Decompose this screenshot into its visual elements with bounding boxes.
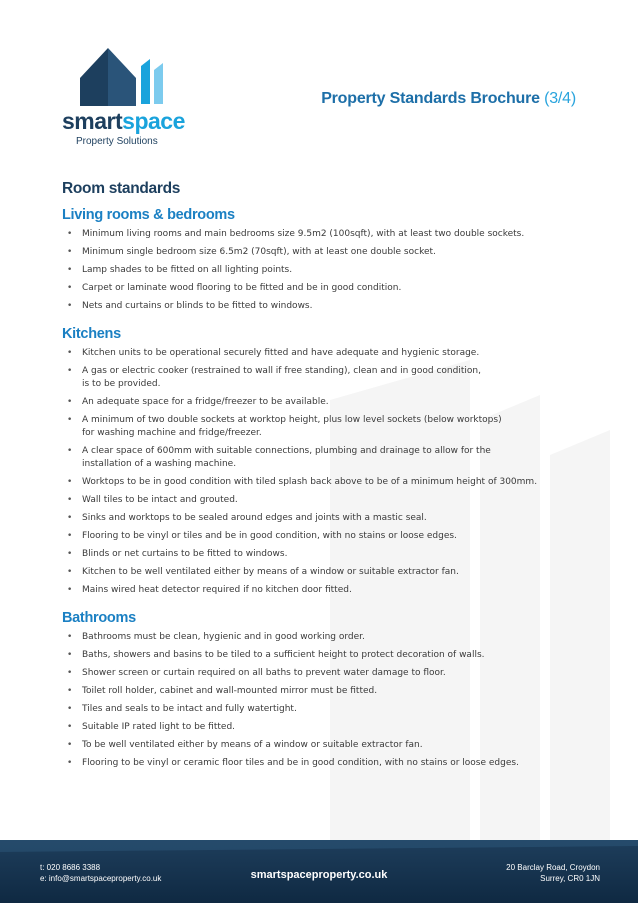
logo-subtitle: Property Solutions xyxy=(76,136,158,147)
list-item: • A gas or electric cooker (restrained to wall if free standing), clean and in good condition, is to be provided. xyxy=(62,365,582,391)
list-item: • To be well ventilated either by means of a window or suitable extractor fan. xyxy=(62,739,582,752)
list-item: • Kitchen to be well ventilated either by means of a window or suitable extractor fan. xyxy=(62,566,582,579)
list-item: • Kitchen units to be operational securely fitted and have adequate and hygienic storage. xyxy=(62,347,582,360)
logo-brand-space: space xyxy=(122,108,185,134)
footer-website[interactable]: smartspaceproperty.co.uk xyxy=(250,869,388,881)
room-standards-heading: Room standards xyxy=(62,180,181,197)
section-kitchens xyxy=(62,326,582,597)
main-content xyxy=(62,180,582,783)
page-title xyxy=(321,90,576,108)
list-item: • Suitable IP rated light to be fitted. xyxy=(62,721,582,734)
footer-address-line1: 20 Barclay Road, Croydon xyxy=(506,863,600,872)
list-item: • Toilet roll holder, cabinet and wall-mounted mirror must be fitted. xyxy=(62,685,582,698)
footer-address-line2: Surrey, CR0 1JN xyxy=(540,874,600,883)
list-item: • Lamp shades to be fitted on all lighting points. xyxy=(62,264,582,277)
list-item: • An adequate space for a fridge/freezer to be available. xyxy=(62,396,582,409)
list-item: • Nets and curtains or blinds to be fitted to windows. xyxy=(62,300,582,313)
list-item: • Minimum single bedroom size 6.5m2 (70sqft), with at least one double socket. xyxy=(62,246,582,259)
section-title: Bathrooms xyxy=(62,610,136,626)
bullet-list xyxy=(62,631,582,770)
page-title-text: Property Standards Brochure xyxy=(321,90,540,107)
list-item: • Shower screen or curtain required on all baths to prevent water damage to floor. xyxy=(62,667,582,680)
bullet-list xyxy=(62,347,582,597)
list-item: • A clear space of 600mm with suitable connections, plumbing and drainage to allow for the installation of a washing machine. xyxy=(62,445,582,471)
list-item: • Wall tiles to be intact and grouted. xyxy=(62,494,582,507)
page-number: (3/4) xyxy=(544,90,576,107)
section-title: Living rooms & bedrooms xyxy=(62,207,235,223)
list-item: • Sinks and worktops to be sealed around edges and joints with a mastic seal. xyxy=(62,512,582,525)
list-item: • A minimum of two double sockets at worktop height, plus low level sockets (below worktops) for washing machine and fridge/freezer. xyxy=(62,414,582,440)
section-bathrooms xyxy=(62,610,582,770)
list-item: • Blinds or net curtains to be fitted to windows. xyxy=(62,548,582,561)
footer-phone[interactable]: t: 020 8686 3388 xyxy=(40,863,101,872)
section-living-rooms xyxy=(62,207,582,313)
footer-email[interactable]: e: info@smartspaceproperty.co.uk xyxy=(40,874,162,883)
list-item: • Bathrooms must be clean, hygienic and in good working order. xyxy=(62,631,582,644)
list-item: • Baths, showers and basins to be tiled to a sufficient height to protect decoration of walls. xyxy=(62,649,582,662)
footer-address xyxy=(506,862,600,884)
logo-brand-smart: smart xyxy=(62,108,123,134)
section-title: Kitchens xyxy=(62,326,121,342)
list-item: • Tiles and seals to be intact and fully watertight. xyxy=(62,703,582,716)
list-item: • Carpet or laminate wood flooring to be fitted and be in good condition. xyxy=(62,282,582,295)
list-item: • Flooring to be vinyl or ceramic floor tiles and be in good condition, with no stains or loose edges. xyxy=(62,757,582,770)
logo-wordmark xyxy=(62,108,185,135)
list-item: • Worktops to be in good condition with tiled splash back above to be of a minimum height of 300mm. xyxy=(62,476,582,489)
list-item: • Flooring to be vinyl or tiles and be in good condition, with no stains or loose edges. xyxy=(62,530,582,543)
list-item: • Minimum living rooms and main bedrooms size 9.5m2 (100sqft), with at least two double sockets. xyxy=(62,228,582,241)
footer-bar xyxy=(0,840,638,903)
list-item: • Mains wired heat detector required if no kitchen door fitted. xyxy=(62,584,582,597)
bullet-list xyxy=(62,228,582,313)
